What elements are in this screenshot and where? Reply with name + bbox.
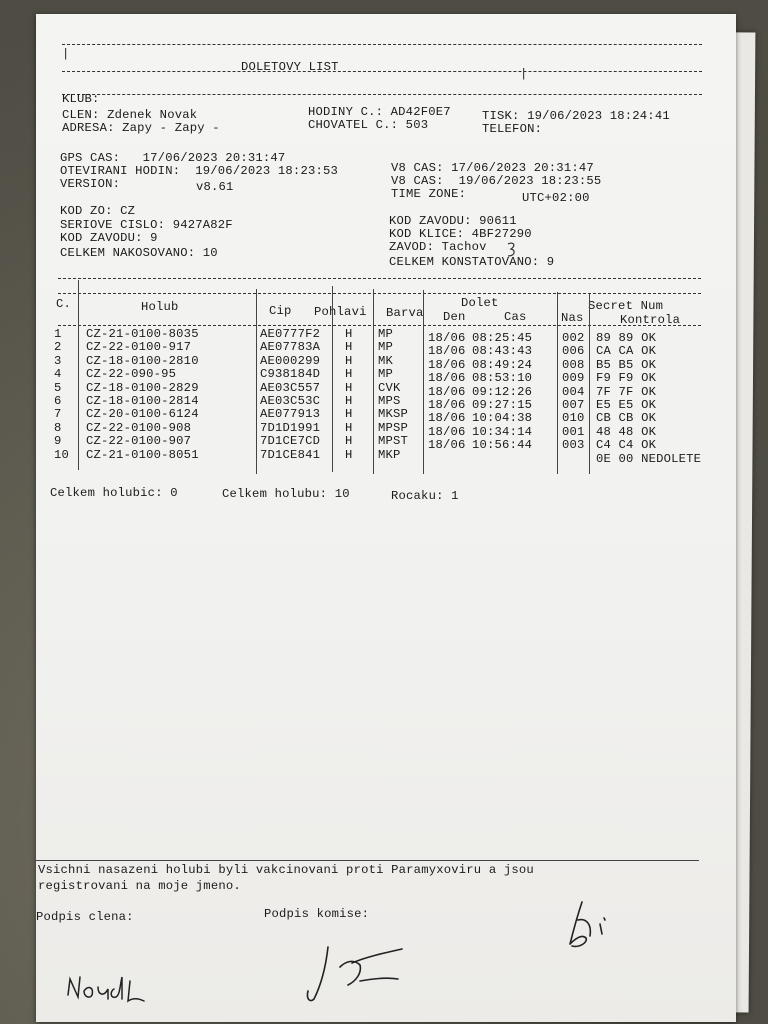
header-barva: Barva bbox=[386, 306, 424, 320]
control-code: B5 B5 OK bbox=[596, 357, 657, 372]
hodiny-field: HODINY C.: AD42F0E7 bbox=[308, 105, 451, 119]
row-number: 3 bbox=[54, 353, 62, 368]
arrival-time: 08:49:24 bbox=[472, 357, 533, 372]
chip-id: AE03C557 bbox=[260, 380, 321, 395]
arrival-day: 18/06 bbox=[428, 398, 466, 412]
header-secret-num: Secret Num bbox=[588, 299, 664, 313]
order-number: 009 bbox=[562, 371, 585, 386]
chip-id: 7D1D1991 bbox=[260, 420, 321, 435]
chip-id: AE000299 bbox=[260, 353, 321, 368]
row-number: 6 bbox=[54, 394, 62, 408]
sex: H bbox=[345, 380, 353, 395]
row-number: 4 bbox=[54, 367, 62, 382]
zavod-field: ZAVOD: Tachov bbox=[389, 240, 487, 254]
arrival-day: 18/06 bbox=[428, 371, 466, 386]
celkem-holubic: Celkem holubic: 0 bbox=[50, 486, 178, 500]
control-code: CA CA OK bbox=[596, 344, 657, 359]
col-sep-holub bbox=[256, 289, 257, 474]
celkem-konstatovano-field: CELKEM KONSTATOVANO: 9 bbox=[389, 255, 555, 269]
color: MP bbox=[378, 327, 394, 341]
header-cas: Cas bbox=[504, 310, 527, 324]
arrival-day: 18/06 bbox=[428, 344, 466, 359]
col-sep-nas bbox=[589, 294, 590, 474]
color: MKP bbox=[378, 447, 401, 462]
row-number: 9 bbox=[54, 434, 62, 449]
tisk-field: TISK: 19/06/2023 18:24:41 bbox=[482, 109, 670, 123]
arrival-time: 10:34:14 bbox=[472, 424, 533, 439]
commission-signature-right bbox=[560, 894, 620, 954]
arrival-day: 18/06 bbox=[428, 331, 466, 345]
chip-id: AE077913 bbox=[260, 407, 321, 422]
col-sep-cip bbox=[332, 286, 333, 472]
color: MP bbox=[378, 367, 394, 382]
arrival-day: 18/06 bbox=[428, 411, 466, 426]
chip-id: 7D1CE7CD bbox=[260, 434, 321, 449]
seriove-cislo-field: SERIOVE CISLO: 9427A82F bbox=[60, 218, 233, 232]
ring-number: CZ-21-0100-8035 bbox=[86, 327, 199, 341]
footer-rule bbox=[36, 860, 699, 861]
row-number: 2 bbox=[54, 340, 62, 355]
col-sep-barva bbox=[423, 290, 424, 474]
rocaku: Rocaku: 1 bbox=[391, 489, 459, 503]
sex: H bbox=[345, 367, 353, 382]
header-separator bbox=[62, 94, 702, 95]
otevirani-hodin-field: OTEVIRANI HODIN: 19/06/2023 18:23:53 bbox=[60, 164, 339, 178]
chip-id: AE03C53C bbox=[260, 394, 321, 408]
sex: H bbox=[345, 447, 353, 462]
podpis-komise-label: Podpis komise: bbox=[264, 907, 370, 921]
podpis-clena-label: Podpis clena: bbox=[36, 910, 134, 924]
arrival-time: 08:25:45 bbox=[472, 331, 533, 345]
title-box-bottom bbox=[62, 71, 702, 72]
control-code: E5 E5 OK bbox=[596, 398, 657, 412]
adresa-field: ADRESA: Zapy - Zapy - bbox=[62, 121, 220, 135]
order-number: 003 bbox=[562, 438, 585, 453]
chip-id: AE07783A bbox=[260, 340, 321, 355]
control-code: 48 48 OK bbox=[596, 424, 657, 439]
arrival-time: 10:56:44 bbox=[472, 438, 533, 453]
chovatel-field: CHOVATEL C.: 503 bbox=[308, 118, 429, 132]
title-box-left-bar: | bbox=[62, 47, 70, 61]
document-title: DOLETOVY LIST bbox=[241, 60, 339, 74]
clen-field: CLEN: Zdenek Novak bbox=[62, 108, 198, 122]
vaccination-line-2: registrovani na moje jmeno. bbox=[38, 879, 241, 893]
color: MP bbox=[378, 340, 394, 355]
order-number: 001 bbox=[562, 424, 585, 439]
header-den: Den bbox=[443, 310, 466, 324]
ring-number: CZ-18-0100-2814 bbox=[86, 394, 199, 408]
table-header-rule bbox=[58, 293, 701, 294]
title-box-mark: | bbox=[520, 67, 528, 81]
header-nas: Nas bbox=[561, 311, 584, 325]
order-number: 004 bbox=[562, 384, 585, 399]
doletovy-list-sheet bbox=[36, 14, 736, 1022]
member-signature bbox=[64, 969, 154, 1009]
arrival-time: 10:04:38 bbox=[472, 411, 533, 426]
sex: H bbox=[345, 420, 353, 435]
row-number: 7 bbox=[54, 407, 62, 422]
col-sep-pohlavi bbox=[373, 289, 374, 474]
ring-number: CZ-18-0100-2829 bbox=[86, 380, 199, 395]
klub-label: KLUB: bbox=[62, 92, 100, 106]
ring-number: CZ-21-0100-8051 bbox=[86, 447, 199, 462]
control-code: 0E 00 NEDOLETE bbox=[596, 451, 702, 466]
arrival-time: 09:12:26 bbox=[472, 384, 533, 399]
arrival-day: 18/06 bbox=[428, 384, 466, 399]
gps-cas-field: GPS CAS: 17/06/2023 20:31:47 bbox=[60, 151, 286, 165]
kod-zavodu-left-field: KOD ZAVODU: 9 bbox=[60, 231, 158, 245]
control-code: F9 F9 OK bbox=[596, 371, 657, 386]
order-number: 008 bbox=[562, 357, 585, 372]
control-code: C4 C4 OK bbox=[596, 438, 657, 453]
celkem-nakosovano-field: CELKEM NAKOSOVANO: 10 bbox=[60, 246, 218, 260]
chip-id: 7D1CE841 bbox=[260, 447, 321, 462]
arrival-time: 08:43:43 bbox=[472, 344, 533, 359]
color: CVK bbox=[378, 380, 401, 395]
time-zone-label: TIME ZONE: bbox=[391, 187, 467, 201]
order-number: 007 bbox=[562, 398, 585, 412]
header-dolet: Dolet bbox=[461, 296, 499, 310]
ring-number: CZ-22-090-95 bbox=[86, 367, 177, 382]
v8-cas-1-field: V8 CAS: 17/06/2023 20:31:47 bbox=[391, 161, 594, 175]
sex: H bbox=[345, 407, 353, 422]
header-pohlavi: Pohlavi bbox=[314, 305, 367, 319]
ring-number: CZ-22-0100-908 bbox=[86, 420, 192, 435]
sex: H bbox=[345, 353, 353, 368]
order-number: 006 bbox=[562, 344, 585, 359]
col-sep-dolet bbox=[557, 292, 558, 474]
ring-number: CZ-22-0100-907 bbox=[86, 434, 192, 449]
chip-id: AE0777F2 bbox=[260, 327, 321, 341]
color: MPS bbox=[378, 394, 401, 408]
v8-cas-2-field: V8 CAS: 19/06/2023 18:23:55 bbox=[391, 174, 602, 188]
ring-number: CZ-18-0100-2810 bbox=[86, 353, 199, 368]
color: MPST bbox=[378, 434, 409, 449]
kod-zo-field: KOD ZO: CZ bbox=[60, 204, 136, 218]
row-number: 10 bbox=[54, 447, 70, 462]
sex: H bbox=[345, 340, 353, 355]
color: MPSP bbox=[378, 420, 409, 435]
control-code: CB CB OK bbox=[596, 411, 657, 426]
time-zone-value: UTC+02:00 bbox=[522, 191, 590, 205]
table-header-bottom-rule bbox=[58, 325, 701, 326]
ring-number: CZ-20-0100-6124 bbox=[86, 407, 199, 422]
color: MK bbox=[378, 353, 394, 368]
arrival-time: 08:53:10 bbox=[472, 371, 533, 386]
header-holub: Holub bbox=[141, 300, 179, 314]
version-value: v8.61 bbox=[196, 180, 234, 194]
arrival-time: 09:27:15 bbox=[472, 398, 533, 412]
ring-number: CZ-22-0100-917 bbox=[86, 340, 192, 355]
color: MKSP bbox=[378, 407, 409, 422]
row-number: 8 bbox=[54, 420, 62, 435]
chip-id: C938184D bbox=[260, 367, 321, 382]
title-box-top bbox=[62, 44, 702, 45]
sex: H bbox=[345, 327, 353, 341]
kod-klice-field: KOD KLICE: 4BF27290 bbox=[389, 227, 532, 241]
order-number: 010 bbox=[562, 411, 585, 426]
vaccination-line-1: Vsichni nasazeni holubi byli vakcinovani proti Paramyxoviru a jsou bbox=[38, 863, 534, 877]
commission-signature-center bbox=[302, 939, 412, 1009]
order-number: 002 bbox=[562, 331, 585, 345]
col-sep-c bbox=[78, 280, 79, 470]
header-cip: Cip bbox=[269, 304, 292, 318]
row-number: 1 bbox=[54, 327, 62, 341]
celkem-holubu: Celkem holubu: 10 bbox=[222, 487, 350, 501]
kod-zavodu-right-field: KOD ZAVODU: 90611 bbox=[389, 214, 517, 228]
control-code: 89 89 OK bbox=[596, 331, 657, 345]
header-c: C. bbox=[56, 297, 72, 311]
arrival-day: 18/06 bbox=[428, 357, 466, 372]
header-kontrola: Kontrola bbox=[620, 313, 681, 327]
version-label: VERSION: bbox=[60, 177, 121, 191]
sex: H bbox=[345, 394, 353, 408]
telefon-field: TELEFON: bbox=[482, 122, 543, 136]
sex: H bbox=[345, 434, 353, 449]
row-number: 5 bbox=[54, 380, 62, 395]
arrival-day: 18/06 bbox=[428, 424, 466, 439]
arrival-day: 18/06 bbox=[428, 438, 466, 453]
table-top-rule bbox=[58, 278, 701, 279]
control-code: 7F 7F OK bbox=[596, 384, 657, 399]
